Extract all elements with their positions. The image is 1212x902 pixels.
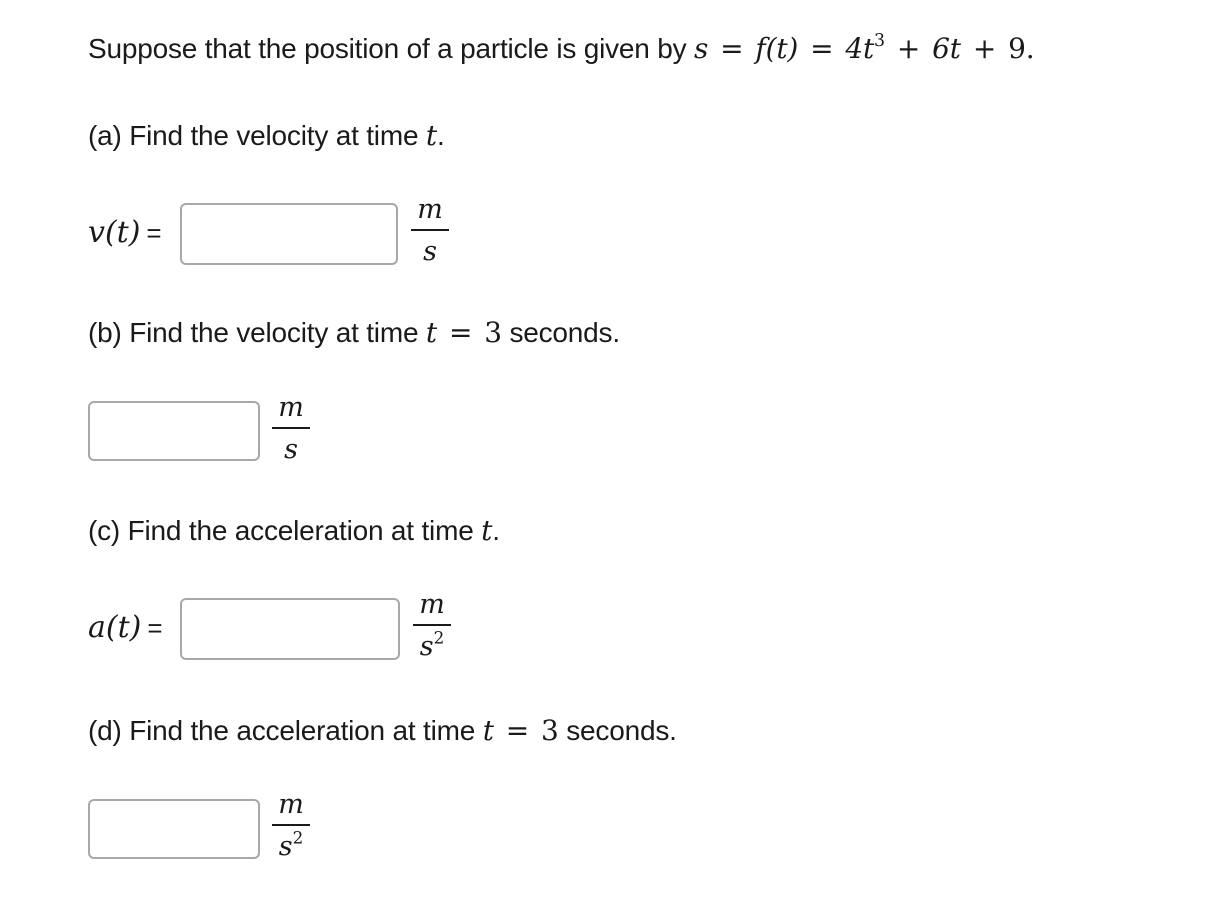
unit-denominator-exponent: 2: [433, 627, 445, 648]
part-c-prompt-text: (c) Find the acceleration at time: [88, 515, 482, 546]
part-b-velocity-input[interactable]: [88, 401, 260, 461]
equals-sign: =: [810, 32, 834, 65]
label-equals-sign: =: [146, 218, 162, 248]
part-a-prompt-text: (a) Find the velocity at time: [88, 120, 426, 151]
part-c-acceleration-input[interactable]: [180, 598, 400, 660]
fraction-bar: [272, 427, 310, 429]
velocity-function-label: v(t): [88, 215, 141, 250]
formula-term-constant: 9: [1008, 32, 1026, 65]
unit-denominator: s: [284, 434, 298, 465]
unit-denominator-base: s: [419, 631, 434, 662]
formula-term-cubic: 4t: [845, 32, 875, 65]
function-argument: (t): [765, 32, 799, 65]
part-b-prompt-suffix: seconds.: [501, 317, 620, 348]
acceleration-function-label: a(t): [88, 610, 142, 645]
part-d-prompt: [88, 714, 677, 748]
unit-denominator: s: [423, 236, 437, 267]
part-c-unit: [413, 590, 451, 662]
unit-denominator-exponent: 2: [292, 827, 304, 848]
plus-sign: +: [896, 32, 921, 65]
unit-numerator: m: [278, 392, 304, 423]
part-a-time-variable: t: [425, 119, 437, 152]
unit-numerator: m: [417, 194, 443, 225]
equals-sign: =: [720, 32, 744, 65]
part-b-time-value: 3: [484, 316, 502, 349]
unit-denominator: [278, 827, 304, 862]
part-c-prompt: [88, 514, 500, 548]
equals-sign: =: [448, 316, 473, 349]
part-b-prompt: [88, 316, 620, 350]
formula-term-linear: 6t: [932, 32, 961, 65]
fraction-bar: [413, 624, 451, 626]
part-b-prompt-text: (b) Find the velocity at time: [88, 317, 426, 348]
formula-exponent: 3: [874, 30, 885, 51]
part-c-time-variable: t: [481, 514, 493, 547]
problem-intro-text: Suppose that the position of a particle is given by: [88, 33, 694, 64]
part-c-label: [88, 610, 163, 645]
part-d-prompt-suffix: seconds.: [558, 715, 677, 746]
part-a-label: [88, 215, 162, 250]
part-d-time-value: 3: [541, 714, 559, 747]
part-d-prompt-text: (d) Find the acceleration at time: [88, 715, 483, 746]
position-variable: s: [693, 32, 709, 65]
part-a-unit: [411, 195, 449, 267]
formula-period: .: [1025, 32, 1035, 65]
part-d-unit: [272, 790, 310, 862]
unit-denominator-base: s: [278, 831, 293, 862]
function-name: f: [755, 32, 766, 65]
part-d-acceleration-input[interactable]: [88, 799, 260, 859]
part-a-prompt: [88, 119, 445, 153]
fraction-bar: [272, 824, 310, 826]
part-d-time-variable: t: [482, 714, 494, 747]
part-b-unit: [272, 393, 310, 465]
problem-statement: [88, 32, 1034, 66]
fraction-bar: [411, 229, 449, 231]
equals-sign: =: [505, 714, 530, 747]
part-a-velocity-input[interactable]: [180, 203, 398, 265]
part-c-prompt-period: .: [492, 515, 500, 546]
part-a-prompt-period: .: [436, 120, 445, 151]
part-b-time-variable: t: [425, 316, 437, 349]
unit-denominator: [419, 627, 445, 662]
unit-numerator: m: [278, 789, 304, 820]
plus-sign: +: [972, 32, 997, 65]
unit-numerator: m: [419, 589, 445, 620]
label-equals-sign: =: [147, 613, 163, 643]
